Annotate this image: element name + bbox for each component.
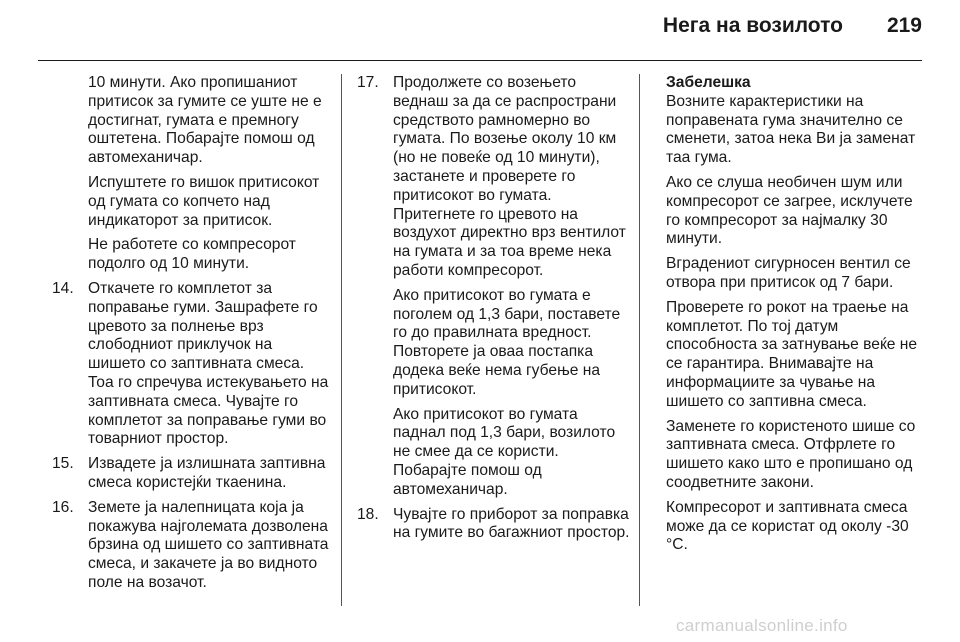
step-number: 17. — [357, 74, 379, 91]
paragraph: Компресорот и заптивната смеса може да се користат од околу -30 °C. — [666, 498, 909, 554]
step-text: Извадете ја излишната заптивна смеса користејќи ткаенина. — [88, 455, 326, 491]
column-divider — [639, 74, 640, 606]
step-text: Земете ја налепницата која ја покажува најголемата дозволена брзина од шишето со заптивната смеса, и закачете ја во видното поле на возачот. — [88, 498, 329, 591]
step-14 — [52, 280, 334, 449]
step-subparagraph: Ако притисокот во гумата е поголем од 1,3 бари, поставете го до правилната вредност. Повторете ја оваа постапка додека веќе нема губење на притисокот. — [393, 286, 621, 398]
step-15 — [52, 455, 334, 493]
step-number: 15. — [52, 455, 74, 473]
step-text: Откачете го комплетот за поправање гуми. Зашрафете го цревото за полнење врз слободниот приклучок на шишето со заптивната смеса. Тоа го спречува истекувањето на заптивната смеса. Чувајте го комплетот за поправање гуми во товарниот простор. — [88, 279, 329, 448]
header-rule — [38, 60, 922, 61]
chapter-title: Нега на возилото — [662, 14, 843, 37]
step-16 — [52, 499, 334, 593]
paragraph: Вградениот сигурносен вентил се отвора при притисок од 7 бари. — [666, 255, 911, 291]
column-middle — [357, 74, 633, 549]
paragraph: Испуштете го вишок притисокот од гумата со копчето над индикаторот за притисок. — [88, 173, 320, 229]
paragraph: Ако се слуша необичен шум или компресорот се загрее, исклучете го компресорот за најмалку 30 минути. — [666, 173, 913, 248]
page-header — [663, 14, 922, 46]
step-18 — [357, 506, 633, 544]
paragraph: Проверете го рокот на траење на комплетот. По тој датум способноста за затнување веќе не се гарантира. Внимавајте на информациите за чување на шишето со заптивна смеса. — [666, 298, 918, 410]
step-subparagraph: Ако притисокот во гумата паднал под 1,3 бари, возилото не смее да се користи. Побарајте помош од автомеханичар. — [393, 405, 616, 498]
paragraph: Не работете со компресорот подолго од 10 минути. — [88, 236, 296, 273]
page-number: 219 — [886, 14, 922, 37]
note-paragraph: Возните карактеристики на поправената гума значително се сменети, затоа нека Ви ја заменат таа гума. — [666, 92, 916, 167]
step-number: 14. — [52, 279, 74, 297]
column-divider — [341, 74, 342, 606]
watermark: carmanualsonline.info — [676, 616, 848, 635]
paragraph: 10 минути. Ако пропишаниот притисок за гумите се уште не е достигнат, гумата е премногу оштетена. Побарајте помош од автомеханичар. — [88, 74, 322, 167]
step-17 — [357, 74, 633, 500]
column-right — [666, 74, 928, 561]
paragraph: Заменете го користеното шише со заптивната смеса. Отфрлете го шишето како што е пропишано од соодветните закони. — [666, 417, 916, 491]
step-text: Чувајте го приборот за поправка на гумите во багажниот простор. — [393, 505, 630, 542]
step-number: 18. — [357, 505, 379, 523]
step-number: 16. — [52, 498, 74, 516]
step-text: Продолжете со возењето веднаш за да се распространи средството рамномерно во гумата. По возење околу 10 км (но не повеќе од 10 минути), застанете и проверете го притисокот во гумата. Притегнете го цревото на воздухот директно врз вентилот на гумата и за тоа време нека работи компресорот. — [393, 74, 626, 279]
column-left — [52, 74, 334, 599]
note-heading: Забелешка — [666, 74, 751, 91]
